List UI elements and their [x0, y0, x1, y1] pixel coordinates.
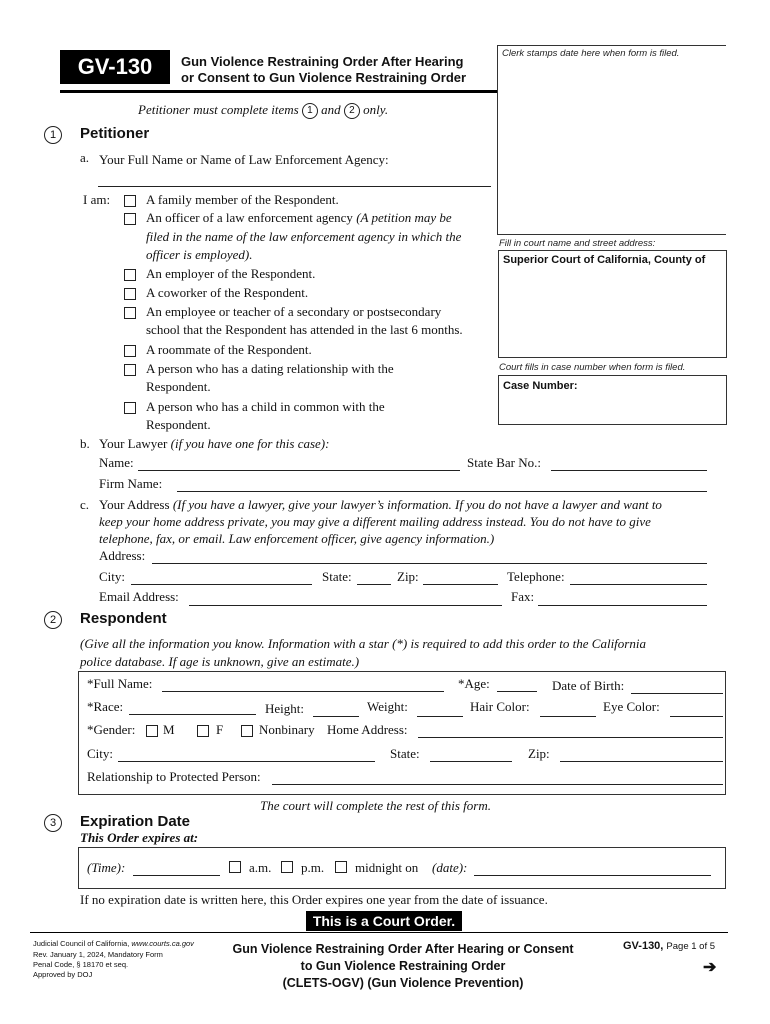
resp-age-field[interactable] [497, 691, 537, 692]
option-dating-cont: Respondent. [146, 379, 211, 394]
footer-title3: (CLETS-OGV) (Gun Violence Prevention) [282, 976, 524, 990]
gender-f-label: F [216, 722, 224, 737]
footer-rule [30, 932, 728, 933]
court-complete-note: The court will complete the rest of this form. [260, 798, 491, 813]
resp-race-field[interactable] [129, 714, 256, 715]
lawyer-name-field[interactable] [138, 470, 460, 471]
footer-page: GV-130, Page 1 of 5 [623, 940, 716, 952]
court-name-box[interactable] [498, 250, 727, 358]
option-child-in-common: A person who has a child in common with the [146, 399, 385, 414]
resp-eye-label: Eye Color: [603, 699, 660, 714]
resp-race-label: *Race: [87, 699, 124, 714]
state-bar-field[interactable] [551, 470, 707, 471]
petitioner-name-field[interactable] [98, 186, 491, 187]
expiration-date-label: (date): [432, 860, 468, 875]
section-3-number: 3 [44, 814, 62, 832]
resp-gender-label: *Gender: [87, 722, 136, 737]
court-name-label: Superior Court of California, County of [503, 254, 706, 266]
resp-fullname-field[interactable] [162, 691, 444, 692]
checkbox-pm[interactable] [281, 861, 293, 873]
checkbox-child-in-common[interactable] [124, 402, 136, 414]
section-3-subtitle: This Order expires at: [80, 830, 199, 845]
expiration-date-field[interactable] [474, 875, 711, 876]
checkbox-midnight[interactable] [335, 861, 347, 873]
resp-city-label: City: [87, 746, 114, 761]
option-roommate: A roommate of the Respondent. [146, 342, 312, 357]
gender-nonbinary-label: Nonbinary [259, 722, 315, 737]
fax-field[interactable] [538, 605, 707, 606]
resp-zip-field[interactable] [560, 761, 723, 762]
option-law-enforcement-cont1: filed in the name of the law enforcement agency in which the [146, 229, 462, 244]
item-b-text: Your Lawyer (if you have one for this case): [99, 436, 330, 451]
option-child-in-common-cont: Respondent. [146, 417, 211, 432]
checkbox-employer[interactable] [124, 269, 136, 281]
respondent-hint2: police database. If age is unknown, give an estimate.) [80, 654, 360, 669]
checkbox-am[interactable] [229, 861, 241, 873]
gender-m-label: M [163, 722, 175, 737]
footer-rev: Rev. January 1, 2024, Mandatory Form [33, 950, 163, 959]
item-c-label: c. [80, 497, 90, 512]
resp-fullname-label: *Full Name: [87, 676, 153, 691]
checkbox-dating[interactable] [124, 364, 136, 376]
firm-name-label: Firm Name: [99, 476, 163, 491]
firm-name-field[interactable] [177, 491, 707, 492]
resp-relationship-field[interactable] [272, 784, 723, 785]
address-label: Address: [99, 548, 146, 563]
option-employer: An employer of the Respondent. [146, 266, 316, 281]
zip-field[interactable] [423, 584, 498, 585]
footer-title1: Gun Violence Restraining Order After Hearing or Consent [232, 942, 574, 956]
resp-city-field[interactable] [118, 761, 375, 762]
header-rule [60, 90, 497, 93]
option-employee-teacher-cont: school that the Respondent has attended in the last 6 months. [146, 322, 463, 337]
footer-code: Penal Code, § 18170 et seq. [33, 960, 129, 969]
lawyer-name-label: Name: [99, 455, 134, 470]
resp-zip-label: Zip: [528, 746, 550, 761]
telephone-label: Telephone: [507, 569, 565, 584]
item-b-label: b. [80, 436, 90, 451]
city-field[interactable] [131, 584, 312, 585]
option-family-member: A family member of the Respondent. [146, 192, 339, 207]
resp-state-label: State: [390, 746, 420, 761]
footer-council: Judicial Council of California, www.courts.ca.gov [33, 939, 194, 948]
fax-label: Fax: [511, 589, 535, 604]
option-coworker: A coworker of the Respondent. [146, 285, 309, 300]
option-employee-teacher: An employee or teacher of a secondary or postsecondary [146, 304, 442, 319]
respondent-hint1: (Give all the information you know. Information with a star (*) is required to add this order to the California [80, 636, 646, 651]
case-number-label: Case Number: [503, 380, 578, 392]
resp-home-address-label: Home Address: [327, 722, 408, 737]
city-label: City: [99, 569, 126, 584]
section-2-number: 2 [44, 611, 62, 629]
option-law-enforcement: An officer of a law enforcement agency (A petition may be [146, 210, 452, 225]
resp-state-field[interactable] [430, 761, 512, 762]
pm-label: p.m. [301, 860, 325, 875]
footer-title2: to Gun Violence Restraining Order [300, 959, 506, 973]
checkbox-employee-teacher[interactable] [124, 307, 136, 319]
item-a-label: a. [80, 150, 90, 165]
resp-height-label: Height: [265, 701, 304, 716]
iam-label: I am: [83, 192, 111, 207]
resp-dob-label: Date of Birth: [552, 678, 625, 693]
court-order-banner: This is a Court Order. [306, 911, 462, 931]
form-title-line2: or Consent to Gun Violence Restraining Order [181, 70, 467, 85]
checkbox-gender-m[interactable] [146, 725, 158, 737]
resp-weight-label: Weight: [367, 699, 408, 714]
section-3-title: Expiration Date [80, 813, 191, 830]
state-label: State: [322, 569, 352, 584]
resp-weight-field[interactable] [417, 716, 463, 717]
item-c-hint3: telephone, fax, or email. Law enforcement officer, give agency information.) [99, 531, 495, 546]
court-name-hint: Fill in court name and street address: [499, 238, 656, 249]
option-dating: A person who has a dating relationship with the [146, 361, 394, 376]
checkbox-gender-nonbinary[interactable] [241, 725, 253, 737]
checkbox-family-member[interactable] [124, 195, 136, 207]
expiration-time-field[interactable] [133, 875, 220, 876]
checkbox-law-enforcement[interactable] [124, 213, 136, 225]
resp-eye-field[interactable] [670, 716, 723, 717]
email-label: Email Address: [99, 589, 179, 604]
item-c-text: Your Address (If you have a lawyer, give your lawyer’s information. If you do not have a lawyer and want to [99, 497, 662, 512]
resp-hair-field[interactable] [540, 716, 596, 717]
option-law-enforcement-cont2: officer is employed). [146, 247, 253, 262]
checkbox-roommate[interactable] [124, 345, 136, 357]
checkbox-coworker[interactable] [124, 288, 136, 300]
resp-height-field[interactable] [313, 716, 359, 717]
item-a-text: Your Full Name or Name of Law Enforcement Agency: [99, 152, 389, 167]
state-field[interactable] [357, 584, 391, 585]
zip-label: Zip: [397, 569, 419, 584]
form-id-badge: GV-130 [60, 50, 170, 84]
address-field[interactable] [152, 563, 707, 564]
section-1-number: 1 [44, 126, 62, 144]
midnight-label: midnight on [355, 860, 419, 875]
case-number-hint: Court fills in case number when form is filed. [499, 362, 686, 373]
resp-relationship-label: Relationship to Protected Person: [87, 769, 261, 784]
form-title-line1: Gun Violence Restraining Order After Hearing [181, 54, 464, 69]
resp-home-address-field[interactable] [418, 737, 723, 738]
checkbox-gender-f[interactable] [197, 725, 209, 737]
clerk-stamp-box [497, 45, 726, 235]
footer-approved: Approved by DOJ [33, 970, 93, 979]
expiration-default-note: If no expiration date is written here, this Order expires one year from the date of issuance. [80, 892, 548, 907]
clerk-stamp-hint: Clerk stamps date here when form is filed. [502, 48, 680, 59]
telephone-field[interactable] [570, 584, 707, 585]
section-1-title: Petitioner [80, 125, 150, 142]
resp-age-label: *Age: [458, 676, 490, 691]
item-c-hint2: keep your home address private, you may give a different mailing address instead. You do not have to give [99, 514, 651, 529]
resp-dob-field[interactable] [631, 693, 723, 694]
email-field[interactable] [189, 605, 502, 606]
expiration-time-label: (Time): [87, 860, 126, 875]
section-2-title: Respondent [80, 610, 167, 627]
state-bar-label: State Bar No.: [467, 455, 542, 470]
petitioner-instruction: Petitioner must complete items 1 and 2 only. [138, 102, 388, 119]
next-page-arrow-icon[interactable]: ➔ [703, 959, 717, 976]
am-label: a.m. [249, 860, 272, 875]
resp-hair-label: Hair Color: [470, 699, 530, 714]
